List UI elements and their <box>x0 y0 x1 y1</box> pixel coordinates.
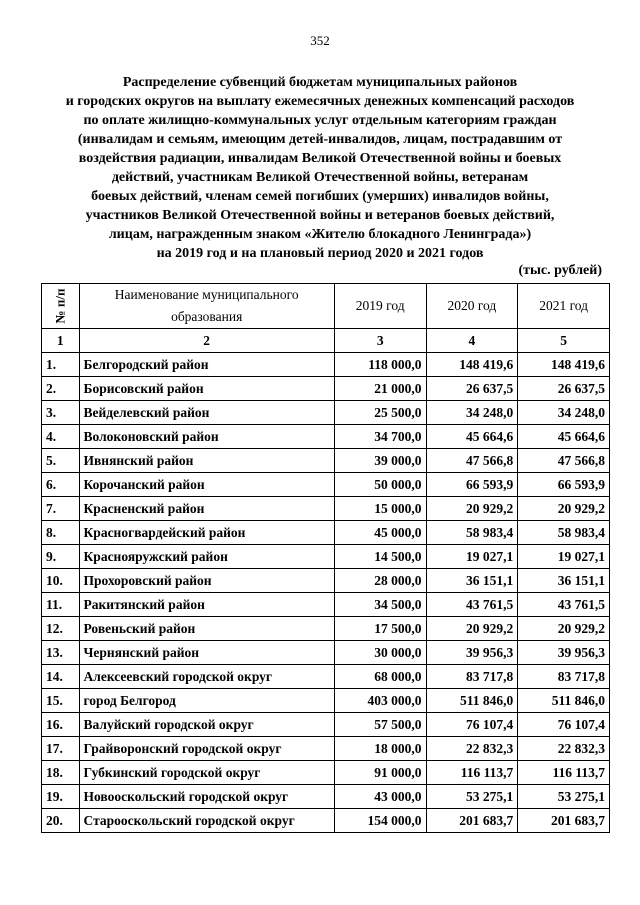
value-2020: 39 956,3 <box>426 641 518 665</box>
value-2021: 20 929,2 <box>518 617 610 641</box>
title-line: воздействия радиации, инвалидам Великой Отечественной войны и боевых <box>78 151 562 166</box>
value-2021: 22 832,3 <box>518 737 610 761</box>
value-2019: 68 000,0 <box>334 665 426 689</box>
value-2019: 43 000,0 <box>334 785 426 809</box>
value-2020: 22 832,3 <box>426 737 518 761</box>
table-row <box>42 617 610 641</box>
title-line: Распределение субвенций бюджетам муниципальных районов <box>122 75 518 90</box>
value-2021: 26 637,5 <box>518 377 610 401</box>
title-line: (инвалидам и семьям, имеющим детей-инвалидов, лицам, пострадавшим от <box>77 132 563 147</box>
municipality-name: Чернянский район <box>79 641 334 665</box>
value-2021: 43 761,5 <box>518 593 610 617</box>
row-number: 9. <box>42 545 80 569</box>
value-2019: 403 000,0 <box>334 689 426 713</box>
row-number: 19. <box>42 785 80 809</box>
municipality-name: Валуйский городской округ <box>79 713 334 737</box>
municipality-name: Грайворонский городской округ <box>79 737 334 761</box>
value-2019: 50 000,0 <box>334 473 426 497</box>
value-2019: 17 500,0 <box>334 617 426 641</box>
table-row <box>42 377 610 401</box>
table-row <box>42 761 610 785</box>
municipality-name: Ракитянский район <box>79 593 334 617</box>
value-2019: 14 500,0 <box>334 545 426 569</box>
table-row <box>42 689 610 713</box>
value-2019: 34 500,0 <box>334 593 426 617</box>
row-number: 2. <box>42 377 80 401</box>
value-2019: 45 000,0 <box>334 521 426 545</box>
municipality-name: Корочанский район <box>79 473 334 497</box>
value-2019: 30 000,0 <box>334 641 426 665</box>
document-title <box>30 73 610 263</box>
municipality-name: Новооскольский городской округ <box>79 785 334 809</box>
municipality-name: Прохоровский район <box>79 569 334 593</box>
value-2021: 66 593,9 <box>518 473 610 497</box>
value-2020: 201 683,7 <box>426 809 518 833</box>
table-row <box>42 809 610 833</box>
row-number: 4. <box>42 425 80 449</box>
row-number: 1. <box>42 353 80 377</box>
title-line: по оплате жилищно-коммунальных услуг отдельным категориям граждан <box>83 113 557 128</box>
municipality-name: Краснояружский район <box>79 545 334 569</box>
value-2019: 57 500,0 <box>334 713 426 737</box>
header-2021: 2021 год <box>518 284 610 329</box>
row-number: 17. <box>42 737 80 761</box>
municipality-name: Волоконовский район <box>79 425 334 449</box>
row-number: 7. <box>42 497 80 521</box>
row-number: 3. <box>42 401 80 425</box>
table-row <box>42 713 610 737</box>
row-number: 20. <box>42 809 80 833</box>
value-2021: 148 419,6 <box>518 353 610 377</box>
table-row <box>42 425 610 449</box>
value-2021: 83 717,8 <box>518 665 610 689</box>
header-2020: 2020 год <box>426 284 518 329</box>
value-2019: 118 000,0 <box>334 353 426 377</box>
table-row <box>42 593 610 617</box>
row-number: 18. <box>42 761 80 785</box>
title-line: боевых действий, членам семей погибших (умерших) инвалидов войны, <box>91 189 549 204</box>
value-2020: 53 275,1 <box>426 785 518 809</box>
value-2020: 36 151,1 <box>426 569 518 593</box>
column-number: 3 <box>334 329 426 353</box>
table-row <box>42 449 610 473</box>
value-2019: 39 000,0 <box>334 449 426 473</box>
municipality-name: Ивнянский район <box>79 449 334 473</box>
column-number: 1 <box>42 329 80 353</box>
table-header-row <box>42 284 610 329</box>
table-body <box>42 353 610 833</box>
value-2019: 18 000,0 <box>334 737 426 761</box>
table-row <box>42 401 610 425</box>
value-2020: 34 248,0 <box>426 401 518 425</box>
value-2020: 20 929,2 <box>426 497 518 521</box>
value-2020: 116 113,7 <box>426 761 518 785</box>
value-2021: 47 566,8 <box>518 449 610 473</box>
header-number <box>42 284 80 329</box>
municipality-name: Красногвардейский район <box>79 521 334 545</box>
column-number: 2 <box>79 329 334 353</box>
header-number-label: № п/п <box>52 288 68 324</box>
table-row <box>42 785 610 809</box>
table-row <box>42 737 610 761</box>
municipality-name: Вейделевский район <box>79 401 334 425</box>
row-number: 16. <box>42 713 80 737</box>
municipality-name: Ровеньский район <box>79 617 334 641</box>
table-row <box>42 473 610 497</box>
row-number: 11. <box>42 593 80 617</box>
title-line: и городских округов на выплату ежемесячных денежных компенсаций расходов <box>65 94 575 109</box>
value-2020: 66 593,9 <box>426 473 518 497</box>
value-2019: 154 000,0 <box>334 809 426 833</box>
value-2021: 39 956,3 <box>518 641 610 665</box>
municipality-name: город Белгород <box>79 689 334 713</box>
municipality-name: Красненский район <box>79 497 334 521</box>
row-number: 15. <box>42 689 80 713</box>
value-2019: 21 000,0 <box>334 377 426 401</box>
value-2021: 116 113,7 <box>518 761 610 785</box>
value-2019: 15 000,0 <box>334 497 426 521</box>
value-2020: 43 761,5 <box>426 593 518 617</box>
value-2021: 19 027,1 <box>518 545 610 569</box>
row-number: 14. <box>42 665 80 689</box>
table-row <box>42 497 610 521</box>
value-2021: 58 983,4 <box>518 521 610 545</box>
value-2020: 148 419,6 <box>426 353 518 377</box>
column-number: 4 <box>426 329 518 353</box>
value-2020: 26 637,5 <box>426 377 518 401</box>
title-line: на 2019 год и на плановый период 2020 и 2021 годов <box>156 246 484 261</box>
units-label: (тыс. рублей) <box>518 263 602 278</box>
title-line: участников Великой Отечественной войны и ветеранов боевых действий, <box>85 208 555 223</box>
row-number: 13. <box>42 641 80 665</box>
value-2020: 19 027,1 <box>426 545 518 569</box>
value-2021: 76 107,4 <box>518 713 610 737</box>
header-2019: 2019 год <box>334 284 426 329</box>
value-2020: 58 983,4 <box>426 521 518 545</box>
row-number: 10. <box>42 569 80 593</box>
table-row <box>42 569 610 593</box>
row-number: 12. <box>42 617 80 641</box>
column-number: 5 <box>518 329 610 353</box>
municipality-name: Белгородский район <box>79 353 334 377</box>
subsidy-table <box>41 283 610 833</box>
table-row <box>42 521 610 545</box>
value-2019: 34 700,0 <box>334 425 426 449</box>
value-2020: 83 717,8 <box>426 665 518 689</box>
municipality-name: Старооскольский городской округ <box>79 809 334 833</box>
table-row <box>42 665 610 689</box>
row-number: 5. <box>42 449 80 473</box>
municipality-name: Губкинский городской округ <box>79 761 334 785</box>
value-2021: 53 275,1 <box>518 785 610 809</box>
value-2021: 201 683,7 <box>518 809 610 833</box>
column-number-row <box>42 329 610 353</box>
value-2021: 36 151,1 <box>518 569 610 593</box>
row-number: 6. <box>42 473 80 497</box>
value-2019: 28 000,0 <box>334 569 426 593</box>
value-2021: 511 846,0 <box>518 689 610 713</box>
value-2021: 34 248,0 <box>518 401 610 425</box>
value-2021: 20 929,2 <box>518 497 610 521</box>
value-2019: 25 500,0 <box>334 401 426 425</box>
value-2020: 511 846,0 <box>426 689 518 713</box>
municipality-name: Борисовский район <box>79 377 334 401</box>
table-row <box>42 353 610 377</box>
table-row <box>42 641 610 665</box>
value-2020: 76 107,4 <box>426 713 518 737</box>
table-row <box>42 545 610 569</box>
title-line: действий, участникам Великой Отечественной войны, ветеранам <box>111 170 529 185</box>
value-2020: 47 566,8 <box>426 449 518 473</box>
value-2019: 91 000,0 <box>334 761 426 785</box>
row-number: 8. <box>42 521 80 545</box>
value-2020: 45 664,6 <box>426 425 518 449</box>
value-2020: 20 929,2 <box>426 617 518 641</box>
value-2021: 45 664,6 <box>518 425 610 449</box>
page-number: 352 <box>310 33 330 48</box>
title-line: лицам, награжденным знаком «Жителю блокадного Ленинграда») <box>108 227 532 242</box>
municipality-name: Алексеевский городской округ <box>79 665 334 689</box>
header-name: Наименование муниципального образования <box>79 284 334 329</box>
